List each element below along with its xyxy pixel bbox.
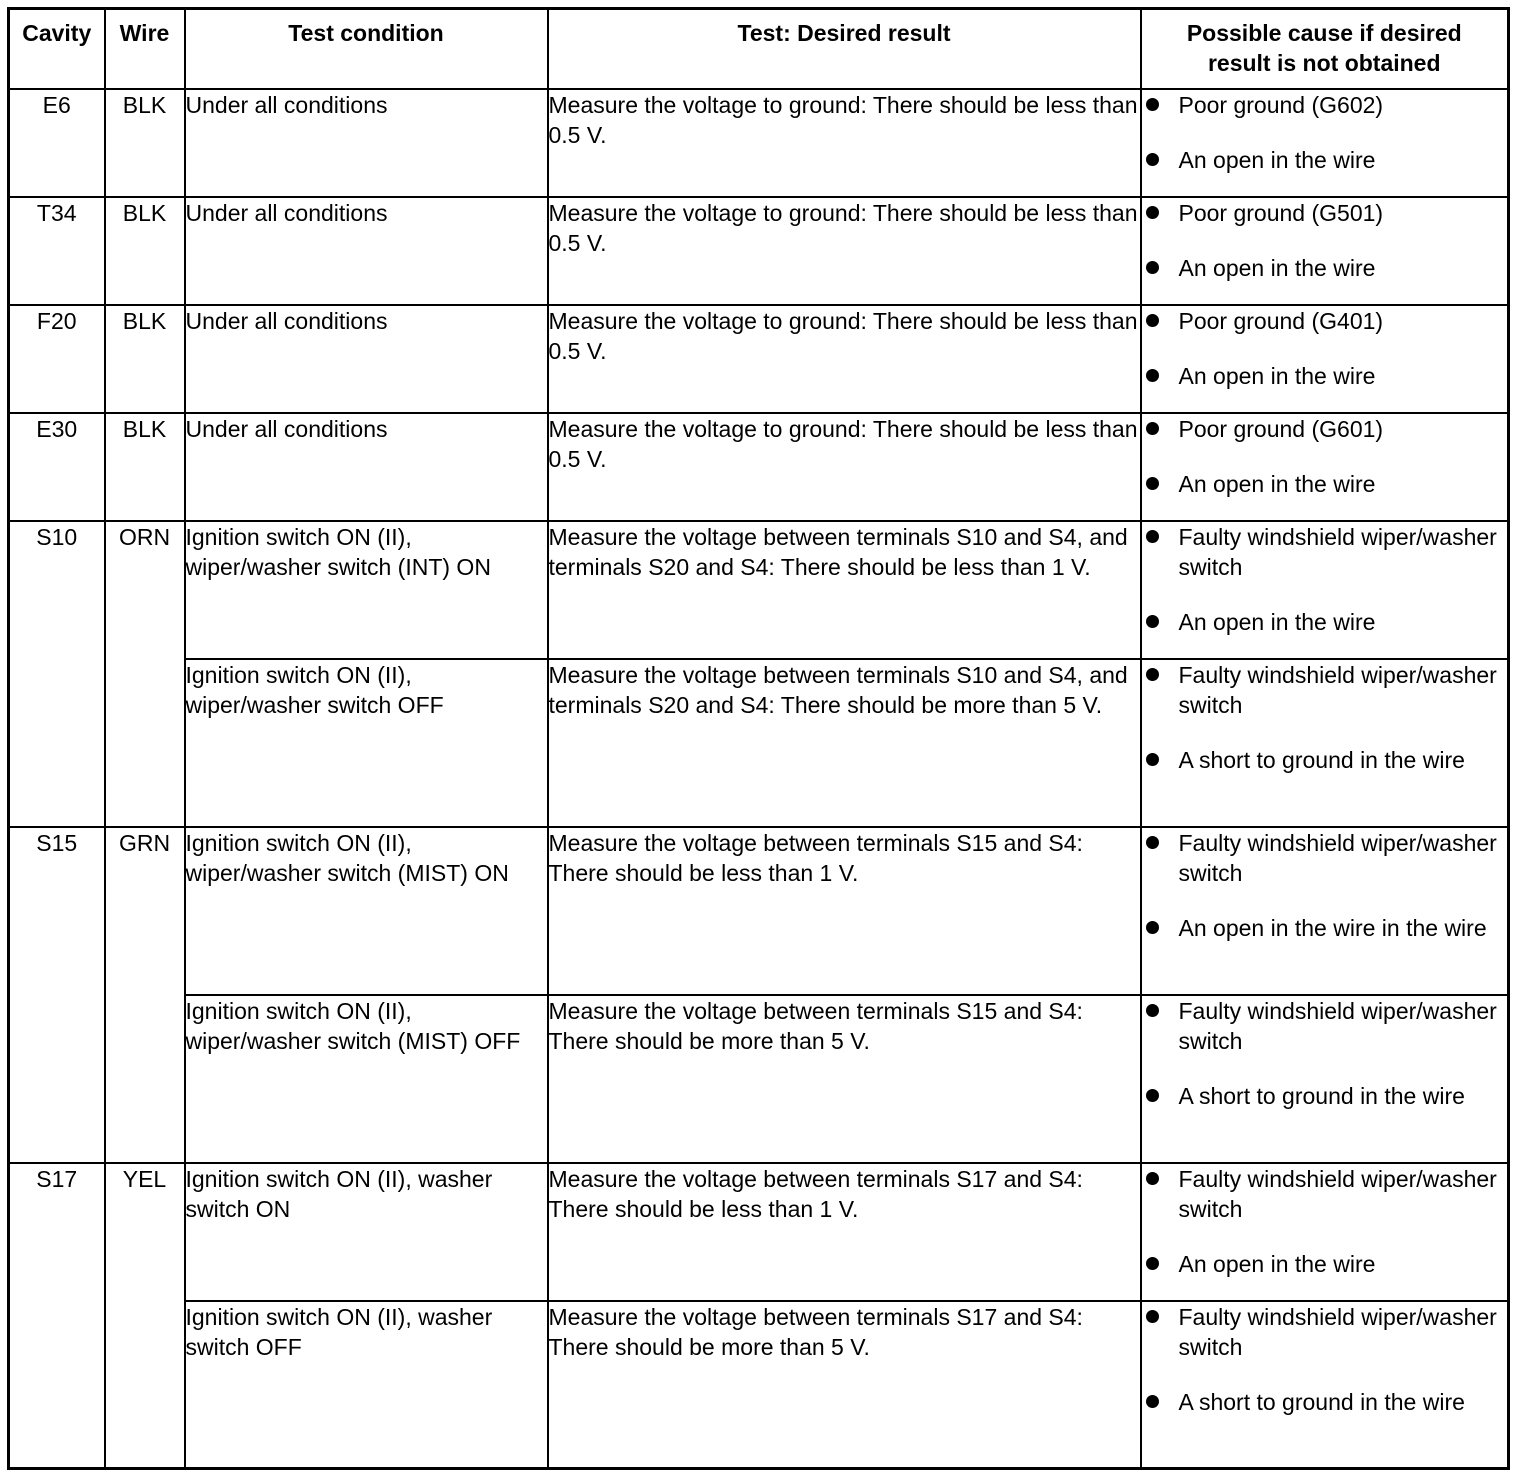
bullet-icon (1146, 1004, 1159, 1017)
cause-item (1142, 1249, 1508, 1279)
cause-list (1142, 1302, 1508, 1417)
cause-text: Faulty windshield wiper/washer switch (1178, 997, 1497, 1054)
cause-text: A short to ground in the wire (1178, 1388, 1465, 1415)
cause-list (1142, 1164, 1508, 1279)
test-condition-cell: Under all conditions (185, 197, 548, 305)
cavity-cell: F20 (9, 305, 105, 413)
cause-item (1142, 1081, 1508, 1111)
wire-color-cell: GRN (105, 827, 185, 1163)
bullet-icon (1146, 1172, 1159, 1185)
cavity-cell: E6 (9, 89, 105, 197)
test-condition-cell: Ignition switch ON (II), wiper/washer switch OFF (185, 659, 548, 827)
possible-cause-cell (1141, 197, 1509, 305)
bullet-icon (1146, 477, 1159, 490)
wire-color-cell: ORN (105, 521, 185, 827)
wire-color-cell: BLK (105, 197, 185, 305)
cause-item (1142, 361, 1508, 391)
desired-result-cell: Measure the voltage to ground: There should be less than 0.5 V. (548, 197, 1141, 305)
cavity-cell: T34 (9, 197, 105, 305)
cause-text: Poor ground (G401) (1178, 307, 1384, 334)
cause-item (1142, 306, 1508, 336)
wire-color-cell: YEL (105, 1163, 185, 1469)
cause-list (1142, 90, 1508, 175)
cavity-cell: E30 (9, 413, 105, 521)
desired-result-cell: Measure the voltage to ground: There should be less than 0.5 V. (548, 305, 1141, 413)
desired-result-cell: Measure the voltage to ground: There should be less than 0.5 V. (548, 89, 1141, 197)
wire-color-cell: BLK (105, 413, 185, 521)
connector-test-table (7, 7, 1510, 1470)
bullet-icon (1146, 668, 1159, 681)
bullet-icon (1146, 1395, 1159, 1408)
desired-result-cell: Measure the voltage between terminals S17 and S4: There should be less than 1 V. (548, 1163, 1141, 1301)
bullet-icon (1146, 836, 1159, 849)
test-condition-cell: Ignition switch ON (II), washer switch OFF (185, 1301, 548, 1469)
bullet-icon (1146, 1310, 1159, 1323)
cause-item (1142, 469, 1508, 499)
test-condition-cell: Ignition switch ON (II), wiper/washer switch (MIST) OFF (185, 995, 548, 1163)
test-condition-cell: Under all conditions (185, 413, 548, 521)
cause-text: An open in the wire (1178, 470, 1376, 497)
cause-item (1142, 414, 1508, 444)
header-cavity: Cavity (9, 9, 105, 89)
cause-item (1142, 607, 1508, 637)
possible-cause-cell (1141, 521, 1509, 659)
test-condition-cell: Under all conditions (185, 305, 548, 413)
cavity-cell: S10 (9, 521, 105, 827)
cause-text: Faulty windshield wiper/washer switch (1178, 829, 1497, 886)
cause-text: Faulty windshield wiper/washer switch (1178, 661, 1497, 718)
bullet-icon (1146, 98, 1159, 111)
table-row (9, 413, 1509, 521)
desired-result-cell: Measure the voltage between terminals S15 and S4: There should be less than 1 V. (548, 827, 1141, 995)
cause-text: An open in the wire (1178, 1250, 1376, 1277)
table-row (9, 827, 1509, 995)
bullet-icon (1146, 314, 1159, 327)
test-condition-cell: Ignition switch ON (II), wiper/washer switch (INT) ON (185, 521, 548, 659)
table-row (9, 89, 1509, 197)
bullet-icon (1146, 1257, 1159, 1270)
table-row (9, 1301, 1509, 1469)
cause-list (1142, 522, 1508, 637)
cause-text: Faulty windshield wiper/washer switch (1178, 1303, 1497, 1360)
test-condition-cell: Ignition switch ON (II), washer switch ON (185, 1163, 548, 1301)
cause-item (1142, 1164, 1508, 1224)
table-body (9, 89, 1509, 1469)
desired-result-cell: Measure the voltage between terminals S17 and S4: There should be more than 5 V. (548, 1301, 1141, 1469)
cause-text: An open in the wire (1178, 254, 1376, 281)
table-row (9, 521, 1509, 659)
wire-color-cell: BLK (105, 305, 185, 413)
possible-cause-cell (1141, 1301, 1509, 1469)
test-condition-cell: Under all conditions (185, 89, 548, 197)
cause-item (1142, 522, 1508, 582)
cause-item (1142, 913, 1508, 943)
bullet-icon (1146, 615, 1159, 628)
table-row (9, 197, 1509, 305)
cause-item (1142, 1302, 1508, 1362)
cause-text: Poor ground (G501) (1178, 199, 1384, 226)
table-row (9, 1163, 1509, 1301)
cause-item (1142, 996, 1508, 1056)
cause-text: Faulty windshield wiper/washer switch (1178, 523, 1497, 580)
cavity-cell: S15 (9, 827, 105, 1163)
possible-cause-cell (1141, 305, 1509, 413)
header-possible-cause: Possible cause if desired result is not obtained (1141, 9, 1509, 89)
cause-text: An open in the wire in the wire (1178, 914, 1487, 941)
bullet-icon (1146, 921, 1159, 934)
cause-text: A short to ground in the wire (1178, 746, 1465, 773)
bullet-icon (1146, 206, 1159, 219)
cause-list (1142, 996, 1508, 1111)
cause-item (1142, 90, 1508, 120)
header-desired-result: Test: Desired result (548, 9, 1141, 89)
cause-item (1142, 745, 1508, 775)
table-row (9, 305, 1509, 413)
header-test-condition: Test condition (185, 9, 548, 89)
possible-cause-cell (1141, 659, 1509, 827)
bullet-icon (1146, 261, 1159, 274)
table-row (9, 995, 1509, 1163)
bullet-icon (1146, 369, 1159, 382)
desired-result-cell: Measure the voltage between terminals S15 and S4: There should be more than 5 V. (548, 995, 1141, 1163)
cause-item (1142, 253, 1508, 283)
header-wire: Wire (105, 9, 185, 89)
bullet-icon (1146, 422, 1159, 435)
cause-item (1142, 660, 1508, 720)
possible-cause-cell (1141, 1163, 1509, 1301)
cause-item (1142, 145, 1508, 175)
cause-text: Faulty windshield wiper/washer switch (1178, 1165, 1497, 1222)
cause-item (1142, 198, 1508, 228)
cause-text: An open in the wire (1178, 608, 1376, 635)
table-row (9, 659, 1509, 827)
bullet-icon (1146, 753, 1159, 766)
cause-item (1142, 1387, 1508, 1417)
cause-list (1142, 198, 1508, 283)
desired-result-cell: Measure the voltage between terminals S10 and S4, and terminals S20 and S4: There should be less than 1 V. (548, 521, 1141, 659)
wire-color-cell: BLK (105, 89, 185, 197)
cause-list (1142, 414, 1508, 499)
cause-text: Poor ground (G602) (1178, 91, 1384, 118)
cause-list (1142, 660, 1508, 775)
cause-text: An open in the wire (1178, 146, 1376, 173)
cause-text: Poor ground (G601) (1178, 415, 1384, 442)
cause-item (1142, 828, 1508, 888)
cause-text: An open in the wire (1178, 362, 1376, 389)
possible-cause-cell (1141, 827, 1509, 995)
possible-cause-cell (1141, 413, 1509, 521)
possible-cause-cell (1141, 995, 1509, 1163)
bullet-icon (1146, 153, 1159, 166)
bullet-icon (1146, 530, 1159, 543)
cause-text: A short to ground in the wire (1178, 1082, 1465, 1109)
cavity-cell: S17 (9, 1163, 105, 1469)
cause-list (1142, 306, 1508, 391)
cause-list (1142, 828, 1508, 943)
desired-result-cell: Measure the voltage to ground: There should be less than 0.5 V. (548, 413, 1141, 521)
test-condition-cell: Ignition switch ON (II), wiper/washer switch (MIST) ON (185, 827, 548, 995)
possible-cause-cell (1141, 89, 1509, 197)
header-row (9, 9, 1509, 89)
bullet-icon (1146, 1089, 1159, 1102)
desired-result-cell: Measure the voltage between terminals S10 and S4, and terminals S20 and S4: There should be more than 5 V. (548, 659, 1141, 827)
